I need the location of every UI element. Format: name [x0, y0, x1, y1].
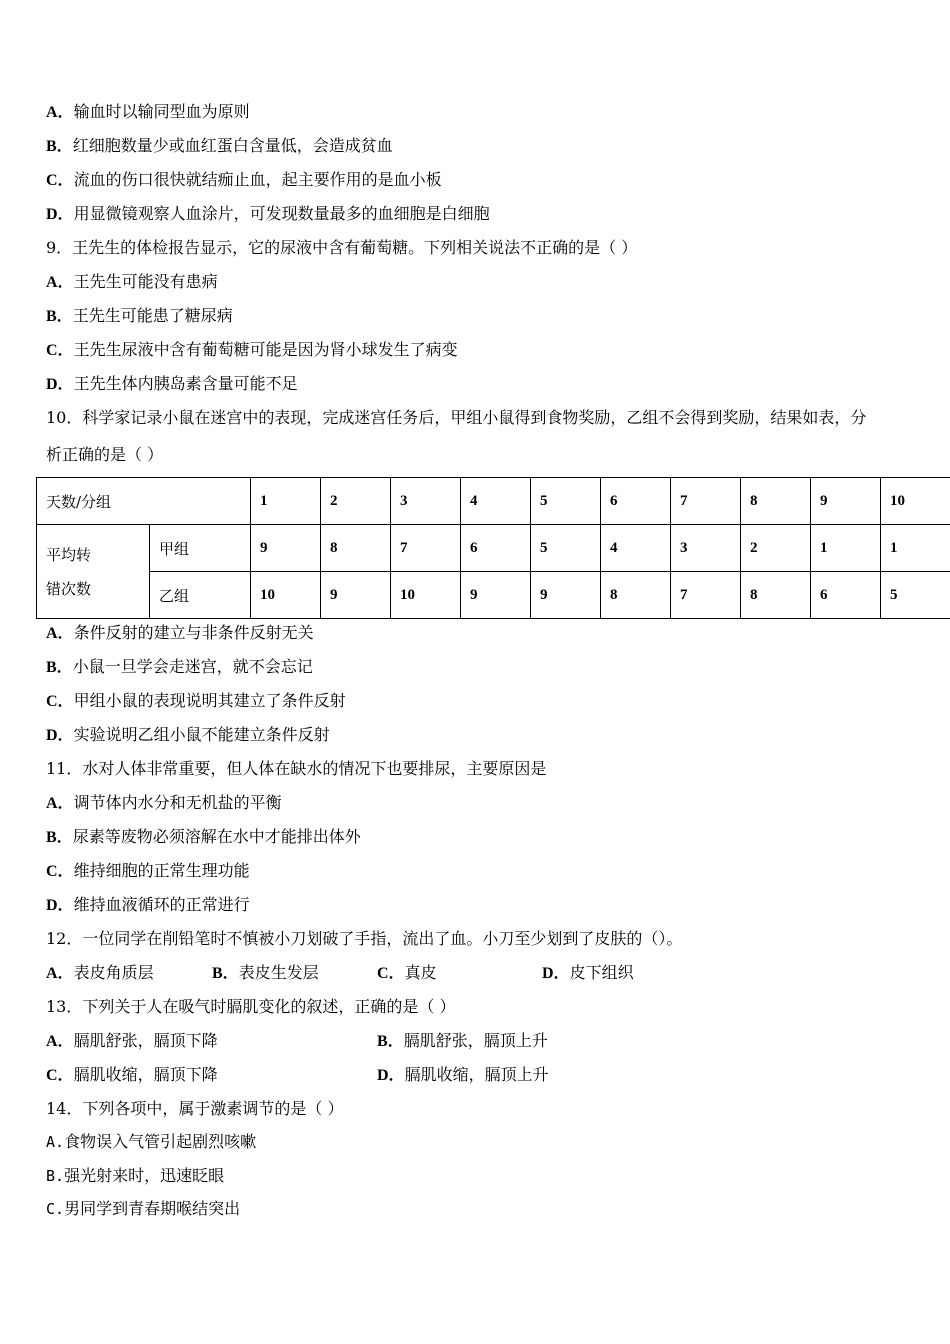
table-day-header: 3	[391, 478, 461, 525]
q11-stem: 11．水对人体非常重要，但人体在缺水的情况下也要排尿，主要原因是	[46, 759, 547, 778]
q11-option-d: D．维持血液循环的正常进行	[46, 895, 250, 914]
q10-results-table	[36, 477, 950, 619]
table-day-header: 5	[531, 478, 601, 525]
table-day-header: 6	[601, 478, 671, 525]
table-cell: 1	[881, 525, 950, 572]
q13-option-b: B．膈肌舒张，膈顶上升	[377, 1031, 548, 1050]
table-cell: 1	[811, 525, 881, 572]
q11-option-b: B．尿素等废物必须溶解在水中才能排出体外	[46, 827, 361, 846]
q10-stem-line2: 析正确的是（ ）	[46, 445, 164, 464]
q13-option-a: A．膈肌舒张，膈顶下降	[46, 1031, 218, 1050]
q14-option-c: C.男同学到青春期喉结突出	[46, 1199, 241, 1218]
q13-stem: 13．下列关于人在吸气时膈肌变化的叙述，正确的是（ ）	[46, 997, 456, 1016]
table-cell: 9	[461, 572, 531, 619]
q13-option-c: C．膈肌收缩，膈顶下降	[46, 1065, 218, 1084]
table-cell: 2	[741, 525, 811, 572]
q10-option-a: A．条件反射的建立与非条件反射无关	[46, 623, 314, 642]
table-cell: 9	[321, 572, 391, 619]
q9-option-c: C．王先生尿液中含有葡萄糖可能是因为肾小球发生了病变	[46, 340, 458, 359]
q9-stem: 9．王先生的体检报告显示，它的尿液中含有葡萄糖。下列相关说法不正确的是（ ）	[46, 238, 638, 257]
group-b-label: 乙组	[150, 572, 251, 619]
q11-option-c: C．维持细胞的正常生理功能	[46, 861, 250, 880]
table-day-header: 4	[461, 478, 531, 525]
table-day-header: 7	[671, 478, 741, 525]
q8-option-a: A．输血时以输同型血为原则	[46, 102, 250, 121]
q9-option-a: A．王先生可能没有患病	[46, 272, 218, 291]
table-cell: 3	[671, 525, 741, 572]
table-cell: 5	[531, 525, 601, 572]
table-cell: 9	[251, 525, 321, 572]
q12-option-c: C．真皮	[377, 963, 437, 982]
q13-option-d: D．膈肌收缩，膈顶上升	[377, 1065, 549, 1084]
q8-option-c: C．流血的伤口很快就结痂止血，起主要作用的是血小板	[46, 170, 442, 189]
table-header-label: 天数/分组	[37, 478, 251, 525]
table-cell: 7	[391, 525, 461, 572]
table-day-header: 1	[251, 478, 321, 525]
q12-option-a: A．表皮角质层	[46, 963, 154, 982]
q14-option-a: A.食物误入气管引起剧烈咳嗽	[46, 1132, 257, 1151]
table-day-header: 9	[811, 478, 881, 525]
q9-option-b: B．王先生可能患了糖尿病	[46, 306, 233, 325]
table-cell: 8	[321, 525, 391, 572]
q12-stem: 12．一位同学在削铅笔时不慎被小刀划破了手指，流出了血。小刀至少划到了皮肤的（）。	[46, 929, 683, 948]
group-a-label: 甲组	[150, 525, 251, 572]
table-cell: 10	[251, 572, 321, 619]
table-cell: 8	[601, 572, 671, 619]
q12-option-b: B．表皮生发层	[212, 963, 319, 982]
q14-option-b: B.强光射来时，迅速眨眼	[46, 1166, 225, 1185]
table-cell: 4	[601, 525, 671, 572]
q10-stem-line1: 10．科学家记录小鼠在迷宫中的表现，完成迷宫任务后，甲组小鼠得到食物奖励，乙组不会得到奖励，结果如表，分	[46, 408, 867, 427]
q10-option-b: B．小鼠一旦学会走迷宫，就不会忘记	[46, 657, 313, 676]
table-day-header: 8	[741, 478, 811, 525]
table-cell: 8	[741, 572, 811, 619]
table-row-label: 平均转 错次数	[37, 525, 150, 619]
q9-option-d: D．王先生体内胰岛素含量可能不足	[46, 374, 298, 393]
q11-option-a: A．调节体内水分和无机盐的平衡	[46, 793, 282, 812]
q8-option-b: B．红细胞数量少或血红蛋白含量低，会造成贫血	[46, 136, 393, 155]
table-day-header: 2	[321, 478, 391, 525]
table-header-row	[37, 478, 950, 525]
table-day-header: 10	[881, 478, 950, 525]
q10-option-c: C．甲组小鼠的表现说明其建立了条件反射	[46, 691, 346, 710]
table-cell: 10	[391, 572, 461, 619]
table-row-group-a	[37, 525, 950, 572]
table-cell: 5	[881, 572, 950, 619]
table-cell: 9	[531, 572, 601, 619]
q10-option-d: D．实验说明乙组小鼠不能建立条件反射	[46, 725, 330, 744]
q12-option-d: D．皮下组织	[542, 963, 634, 982]
q8-option-d: D．用显微镜观察人血涂片，可发现数量最多的血细胞是白细胞	[46, 204, 490, 223]
table-cell: 6	[461, 525, 531, 572]
table-row-group-b	[37, 572, 950, 619]
table-cell: 7	[671, 572, 741, 619]
q14-stem: 14．下列各项中，属于激素调节的是（ ）	[46, 1099, 344, 1118]
table-cell: 6	[811, 572, 881, 619]
